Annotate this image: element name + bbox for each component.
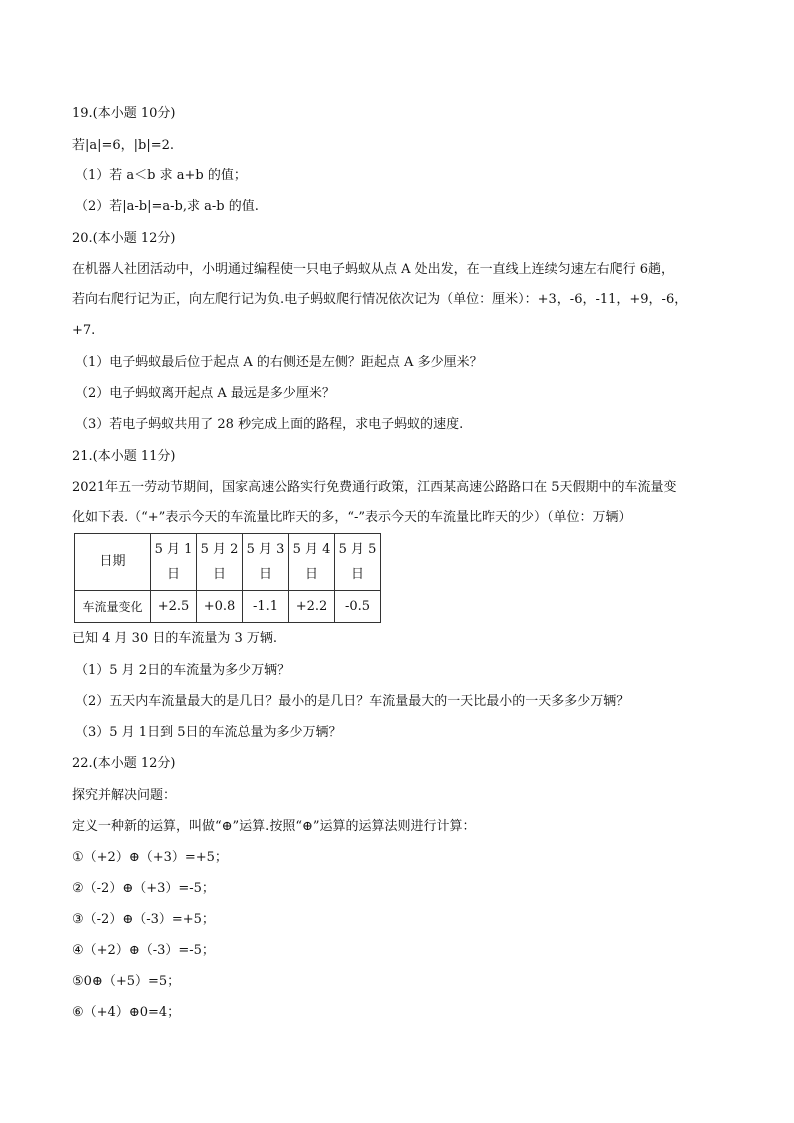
table-value-cell: +0.8 bbox=[197, 591, 243, 623]
q20-body-line1: 在机器人社团活动中，小明通过编程使一只电子蚂蚁从点 A 处出发，在一直线上连续匀速左右爬行 6趟， bbox=[72, 262, 675, 277]
q22-heading: 22.(本小题 12分) bbox=[72, 756, 176, 771]
q20-part1: （1）电子蚂蚁最后位于起点 A 的右侧还是左侧？距起点 A 多少厘米？ bbox=[75, 355, 483, 370]
date-top: 5 月 3 bbox=[246, 542, 285, 557]
q21-part3: （3）5 月 1日到 5日的车流总量为多少万辆？ bbox=[75, 725, 342, 740]
q19-given: 若|a|=6，|b|=2. bbox=[72, 138, 175, 153]
table-header-label: 日期 bbox=[75, 534, 151, 591]
table-date-cell bbox=[289, 534, 335, 591]
q19-part1: （1）若 a＜b 求 a+b 的值； bbox=[75, 168, 247, 183]
date-bottom: 日 bbox=[350, 567, 364, 582]
q20-heading: 20.(本小题 12分) bbox=[72, 231, 176, 246]
date-top: 5 月 5 bbox=[338, 542, 377, 557]
q22-example-5: ⑤0⊕（+5）=5； bbox=[72, 974, 181, 989]
table-value-cell: -1.1 bbox=[243, 591, 289, 623]
q22-intro1: 探究并解决问题： bbox=[72, 788, 177, 803]
table-value-cell: +2.5 bbox=[151, 591, 197, 623]
date-bottom: 日 bbox=[212, 567, 226, 582]
traffic-change-table bbox=[74, 533, 381, 623]
q21-part1: （1）5 月 2日的车流量为多少万辆？ bbox=[75, 663, 291, 678]
table-row bbox=[75, 591, 381, 623]
date-bottom: 日 bbox=[258, 567, 272, 582]
date-top: 5 月 2 bbox=[200, 542, 239, 557]
q21-known: 已知 4 月 30 日的车流量为 3 万辆. bbox=[72, 631, 278, 646]
date-top: 5 月 1 bbox=[154, 542, 193, 557]
q22-example-1: ①（+2）⊕（+3）=+5； bbox=[72, 850, 228, 865]
q21-part2: （2）五天内车流量最大的是几日？最小的是几日？车流量最大的一天比最小的一天多多少万辆？ bbox=[75, 694, 630, 709]
q20-part3: （3）若电子蚂蚁共用了 28 秒完成上面的路程，求电子蚂蚁的速度. bbox=[75, 417, 464, 432]
table-value-cell: +2.2 bbox=[289, 591, 335, 623]
q22-example-2: ②（-2）⊕（+3）=-5； bbox=[72, 881, 215, 896]
table-date-cell bbox=[335, 534, 381, 591]
q22-example-6: ⑥（+4）⊕0=4； bbox=[72, 1005, 181, 1020]
table-value-cell: -0.5 bbox=[335, 591, 381, 623]
table-date-cell bbox=[151, 534, 197, 591]
table-row-label: 车流量变化 bbox=[75, 591, 151, 623]
q22-intro2: 定义一种新的运算，叫做“⊕”运算.按照“⊕”运算的运算法则进行计算： bbox=[72, 819, 476, 834]
q20-part2: （2）电子蚂蚁离开起点 A 最远是多少厘米？ bbox=[75, 386, 335, 401]
table-date-cell bbox=[197, 534, 243, 591]
q19-part2: （2）若|a-b|=a-b,求 a-b 的值. bbox=[75, 199, 259, 214]
q22-example-4: ④（+2）⊕（-3）=-5； bbox=[72, 943, 215, 958]
date-bottom: 日 bbox=[166, 567, 180, 582]
q21-body-line1: 2021年五一劳动节期间，国家高速公路实行免费通行政策，江西某高速公路路口在 5天假期中的车流量变 bbox=[72, 480, 677, 495]
q21-heading: 21.(本小题 11分) bbox=[72, 449, 176, 464]
q21-body-line2: 化如下表.（“+”表示今天的车流量比昨天的多，“-”表示今天的车流量比昨天的少）（单位：万辆） bbox=[72, 510, 632, 525]
q19-heading: 19.(本小题 10分) bbox=[72, 106, 176, 121]
table-date-cell bbox=[243, 534, 289, 591]
q20-body-line2: 若向右爬行记为正，向左爬行记为负.电子蚂蚁爬行情况依次记为（单位：厘米）：+3，-6，-11，+9，-6， bbox=[72, 292, 688, 307]
date-bottom: 日 bbox=[304, 567, 318, 582]
q22-example-3: ③（-2）⊕（-3）=+5； bbox=[72, 912, 215, 927]
table-header-row bbox=[75, 534, 381, 591]
q20-body-line3: +7. bbox=[72, 323, 96, 338]
date-top: 5 月 4 bbox=[292, 542, 331, 557]
